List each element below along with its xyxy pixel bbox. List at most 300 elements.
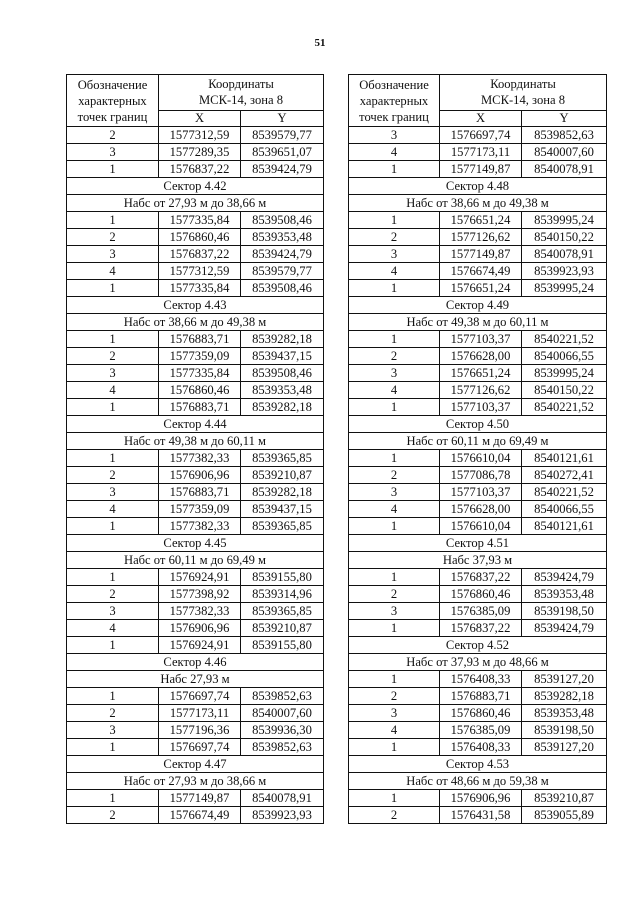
coord-y: 8539353,48 [522, 586, 607, 603]
point-number: 3 [67, 603, 159, 620]
coord-y: 8539508,46 [241, 212, 324, 229]
section-heading: Нaбс от 38,66 м до 49,38 м [349, 195, 607, 212]
coord-y: 8539155,80 [241, 637, 324, 654]
point-number: 1 [67, 212, 159, 229]
section-heading: Нaбс от 37,93 м до 48,66 м [349, 654, 607, 671]
coord-x: 1576860,46 [440, 705, 522, 722]
section-heading-row [349, 637, 607, 654]
table-row [349, 212, 607, 229]
section-heading: Сектор 4.51 [349, 535, 607, 552]
point-number: 4 [349, 722, 440, 739]
point-number: 1 [349, 450, 440, 467]
table-row [349, 348, 607, 365]
section-heading: Нaбс от 48,66 м до 59,38 м [349, 773, 607, 790]
coord-y: 8539852,63 [241, 739, 324, 756]
point-number: 1 [349, 212, 440, 229]
table-row [67, 722, 324, 739]
table-row [67, 518, 324, 535]
coord-y: 8539127,20 [522, 739, 607, 756]
coord-y: 8539055,89 [522, 807, 607, 824]
table-row [349, 161, 607, 178]
table-row [67, 705, 324, 722]
header-x: X [159, 110, 241, 126]
table-row [349, 263, 607, 280]
point-number: 1 [349, 161, 440, 178]
header-label-line: Обозначение [359, 77, 429, 92]
section-heading: Сектор 4.50 [349, 416, 607, 433]
coord-y: 8539923,93 [522, 263, 607, 280]
header-point-label [349, 75, 440, 127]
coord-x: 1577126,62 [440, 229, 522, 246]
coord-x: 1577312,59 [159, 127, 241, 144]
coord-x: 1577149,87 [440, 246, 522, 263]
coord-x: 1576860,46 [159, 382, 241, 399]
point-number: 3 [349, 246, 440, 263]
coord-x: 1576628,00 [440, 501, 522, 518]
table-row [67, 280, 324, 297]
table-row [67, 144, 324, 161]
section-heading-row [67, 416, 324, 433]
section-heading: Нaбс от 60,11 м до 69,49 м [67, 552, 324, 569]
section-heading: Сектор 4.52 [349, 637, 607, 654]
right-table-body [349, 127, 607, 824]
coord-y: 8539995,24 [522, 280, 607, 297]
section-heading-row [349, 433, 607, 450]
table-row [349, 705, 607, 722]
table-row [349, 739, 607, 756]
coord-y: 8539282,18 [522, 688, 607, 705]
point-number: 1 [67, 688, 159, 705]
point-number: 2 [67, 807, 159, 824]
table-row [349, 586, 607, 603]
table-row [349, 518, 607, 535]
header-coord-line: МСК-14, зона 8 [198, 93, 284, 108]
coord-x: 1576674,49 [440, 263, 522, 280]
coord-x: 1576674,49 [159, 807, 241, 824]
point-number: 3 [67, 365, 159, 382]
table-row [67, 348, 324, 365]
point-number: 1 [349, 671, 440, 688]
table-row [349, 688, 607, 705]
section-heading-row [67, 654, 324, 671]
section-heading: Нaбс от 49,38 м до 60,11 м [349, 314, 607, 331]
point-number: 3 [67, 722, 159, 739]
table-row [349, 569, 607, 586]
coord-x: 1577103,37 [440, 399, 522, 416]
coord-x: 1576906,96 [159, 467, 241, 484]
point-number: 3 [349, 127, 440, 144]
table-row [67, 212, 324, 229]
coord-y: 8539995,24 [522, 365, 607, 382]
point-number: 1 [67, 637, 159, 654]
section-heading-row [67, 535, 324, 552]
coord-x: 1576610,04 [440, 518, 522, 535]
coord-y: 8539852,63 [522, 127, 607, 144]
coord-x: 1577398,92 [159, 586, 241, 603]
section-heading: Сектор 4.49 [349, 297, 607, 314]
point-number: 1 [67, 450, 159, 467]
section-heading-row [349, 195, 607, 212]
table-row [349, 620, 607, 637]
table-row [349, 603, 607, 620]
table-row [67, 263, 324, 280]
table-row [349, 467, 607, 484]
coord-y: 8539923,93 [241, 807, 324, 824]
point-number: 1 [67, 569, 159, 586]
coord-y: 8539424,79 [522, 620, 607, 637]
table-row [67, 246, 324, 263]
coord-x: 1577335,84 [159, 280, 241, 297]
coord-x: 1576431,58 [440, 807, 522, 824]
coord-y: 8540221,52 [522, 399, 607, 416]
coord-y: 8539210,87 [241, 620, 324, 637]
coord-y: 8539198,50 [522, 603, 607, 620]
section-heading-row [349, 654, 607, 671]
coord-x: 1577335,84 [159, 365, 241, 382]
coord-x: 1576860,46 [159, 229, 241, 246]
point-number: 2 [349, 688, 440, 705]
coord-y: 8539282,18 [241, 399, 324, 416]
table-row [67, 331, 324, 348]
coord-y: 8539282,18 [241, 484, 324, 501]
coord-y: 8539127,20 [522, 671, 607, 688]
point-number: 4 [349, 501, 440, 518]
coord-x: 1576860,46 [440, 586, 522, 603]
point-number: 1 [67, 280, 159, 297]
point-number: 1 [349, 518, 440, 535]
coord-y: 8540078,91 [522, 161, 607, 178]
coord-y: 8539424,79 [522, 569, 607, 586]
point-number: 3 [349, 365, 440, 382]
coordinates-table-left [66, 74, 324, 824]
coord-x: 1577289,35 [159, 144, 241, 161]
section-heading-row [67, 195, 324, 212]
section-heading-row [67, 433, 324, 450]
coord-x: 1577382,33 [159, 518, 241, 535]
table-row [67, 382, 324, 399]
table-row [67, 739, 324, 756]
table-row [67, 484, 324, 501]
page-number: 51 [314, 37, 326, 49]
section-heading-row [67, 552, 324, 569]
header-label-line: Обозначение [77, 77, 148, 92]
table-row [349, 382, 607, 399]
coord-x: 1577382,33 [159, 450, 241, 467]
table-row [349, 484, 607, 501]
point-number: 1 [349, 331, 440, 348]
section-heading-row [67, 178, 324, 195]
table-row [349, 790, 607, 807]
header-label-line: точек границ [359, 109, 429, 124]
point-number: 4 [67, 620, 159, 637]
header-coord-line: МСК-14, зона 8 [480, 93, 566, 108]
section-heading: Сектор 4.53 [349, 756, 607, 773]
coord-x: 1577086,78 [440, 467, 522, 484]
coord-x: 1576651,24 [440, 280, 522, 297]
section-heading: Нaбс от 38,66 м до 49,38 м [67, 314, 324, 331]
coord-y: 8539651,07 [241, 144, 324, 161]
coord-y: 8540150,22 [522, 229, 607, 246]
coord-x: 1576924,91 [159, 637, 241, 654]
point-number: 2 [67, 586, 159, 603]
section-heading: Сектор 4.44 [67, 416, 324, 433]
coord-x: 1576906,96 [440, 790, 522, 807]
coord-y: 8539437,15 [241, 501, 324, 518]
header-label-line: характерных [359, 93, 429, 108]
table-row [67, 399, 324, 416]
coord-x: 1576883,71 [440, 688, 522, 705]
point-number: 4 [349, 144, 440, 161]
section-heading: Нaбс от 49,38 м до 60,11 м [67, 433, 324, 450]
header-coordinates [440, 75, 607, 111]
coord-x: 1576697,74 [159, 688, 241, 705]
point-number: 2 [67, 705, 159, 722]
table-row [349, 671, 607, 688]
table-row [349, 399, 607, 416]
coord-y: 8539282,18 [241, 331, 324, 348]
coord-x: 1576924,91 [159, 569, 241, 586]
coord-x: 1577359,09 [159, 348, 241, 365]
header-y: Y [522, 110, 607, 126]
coord-y: 8540272,41 [522, 467, 607, 484]
point-number: 1 [349, 280, 440, 297]
coord-x: 1576610,04 [440, 450, 522, 467]
section-heading: Сектор 4.46 [67, 654, 324, 671]
coord-y: 8539852,63 [241, 688, 324, 705]
section-heading-row [67, 671, 324, 688]
point-number: 3 [349, 484, 440, 501]
table-row [67, 365, 324, 382]
section-heading-row [67, 756, 324, 773]
header-point-label [67, 75, 159, 127]
coord-x: 1576906,96 [159, 620, 241, 637]
table-row [349, 501, 607, 518]
section-heading-row [349, 756, 607, 773]
section-heading: Сектор 4.45 [67, 535, 324, 552]
coord-y: 8540150,22 [522, 382, 607, 399]
point-number: 3 [67, 484, 159, 501]
table-row [67, 637, 324, 654]
point-number: 1 [67, 399, 159, 416]
coord-x: 1577149,87 [159, 790, 241, 807]
point-number: 4 [67, 501, 159, 518]
coord-y: 8539353,48 [522, 705, 607, 722]
header-coord-line: Координаты [208, 77, 274, 92]
coord-y: 8540078,91 [522, 246, 607, 263]
coord-y: 8539437,15 [241, 348, 324, 365]
point-number: 1 [349, 739, 440, 756]
coord-y: 8539365,85 [241, 603, 324, 620]
coord-y: 8540066,55 [522, 348, 607, 365]
point-number: 1 [67, 518, 159, 535]
point-number: 3 [67, 144, 159, 161]
section-heading-row [349, 416, 607, 433]
table-row [349, 127, 607, 144]
coord-x: 1577196,36 [159, 722, 241, 739]
coord-y: 8539155,80 [241, 569, 324, 586]
coord-y: 8539314,96 [241, 586, 324, 603]
table-row [349, 144, 607, 161]
table-row [67, 229, 324, 246]
coord-x: 1577103,37 [440, 484, 522, 501]
section-heading: Сектор 4.48 [349, 178, 607, 195]
header-label-line: точек границ [77, 109, 148, 124]
section-heading-row [349, 535, 607, 552]
coord-y: 8540121,61 [522, 450, 607, 467]
coord-x: 1576837,22 [159, 246, 241, 263]
table-row [67, 688, 324, 705]
table-row [349, 280, 607, 297]
coord-x: 1576385,09 [440, 722, 522, 739]
point-number: 3 [349, 603, 440, 620]
table-row [349, 807, 607, 824]
coord-x: 1577126,62 [440, 382, 522, 399]
section-heading-row [349, 178, 607, 195]
point-number: 4 [67, 382, 159, 399]
point-number: 1 [67, 790, 159, 807]
coord-x: 1576837,22 [440, 620, 522, 637]
point-number: 2 [67, 127, 159, 144]
coord-y: 8540078,91 [241, 790, 324, 807]
coord-y: 8540007,60 [522, 144, 607, 161]
point-number: 1 [349, 620, 440, 637]
coord-y: 8539936,30 [241, 722, 324, 739]
coord-y: 8539198,50 [522, 722, 607, 739]
left-table-body [67, 127, 324, 824]
table-row [67, 467, 324, 484]
table-row [67, 620, 324, 637]
table-row [67, 807, 324, 824]
coord-x: 1576883,71 [159, 331, 241, 348]
table-row [67, 569, 324, 586]
coordinates-table-right [348, 74, 607, 824]
coord-x: 1576408,33 [440, 739, 522, 756]
coord-x: 1576628,00 [440, 348, 522, 365]
point-number: 2 [349, 807, 440, 824]
coord-y: 8539353,48 [241, 229, 324, 246]
coord-x: 1576697,74 [159, 739, 241, 756]
coord-y: 8540121,61 [522, 518, 607, 535]
coord-y: 8540221,52 [522, 484, 607, 501]
coord-y: 8539579,77 [241, 263, 324, 280]
point-number: 2 [67, 348, 159, 365]
coord-y: 8540221,52 [522, 331, 607, 348]
point-number: 2 [349, 467, 440, 484]
point-number: 3 [67, 246, 159, 263]
table-row [67, 603, 324, 620]
coord-x: 1577312,59 [159, 263, 241, 280]
section-heading: Нaбс от 60,11 м до 69,49 м [349, 433, 607, 450]
coord-x: 1576651,24 [440, 212, 522, 229]
table-row [67, 586, 324, 603]
header-y: Y [241, 110, 324, 126]
coord-y: 8540066,55 [522, 501, 607, 518]
coord-x: 1576385,09 [440, 603, 522, 620]
table-row [349, 331, 607, 348]
coord-x: 1576697,74 [440, 127, 522, 144]
point-number: 1 [349, 790, 440, 807]
coord-x: 1577173,11 [440, 144, 522, 161]
point-number: 1 [67, 331, 159, 348]
coord-y: 8539508,46 [241, 365, 324, 382]
coord-y: 8539424,79 [241, 246, 324, 263]
point-number: 2 [349, 348, 440, 365]
point-number: 1 [349, 399, 440, 416]
coord-x: 1577103,37 [440, 331, 522, 348]
section-heading: Нaбс 27,93 м [67, 671, 324, 688]
section-heading-row [67, 773, 324, 790]
coord-x: 1576837,22 [440, 569, 522, 586]
section-heading-row [349, 773, 607, 790]
section-heading-row [67, 314, 324, 331]
header-label-line: характерных [78, 93, 147, 108]
point-number: 1 [349, 569, 440, 586]
section-heading-row [349, 314, 607, 331]
section-heading: Сектор 4.43 [67, 297, 324, 314]
point-number: 4 [67, 263, 159, 280]
coord-y: 8539353,48 [241, 382, 324, 399]
coord-x: 1576651,24 [440, 365, 522, 382]
header-coordinates [159, 75, 324, 111]
coord-x: 1576837,22 [159, 161, 241, 178]
table-row [67, 501, 324, 518]
table-row [349, 450, 607, 467]
coord-x: 1577149,87 [440, 161, 522, 178]
table-row [67, 450, 324, 467]
coord-x: 1577335,84 [159, 212, 241, 229]
section-heading: Сектор 4.42 [67, 178, 324, 195]
section-heading-row [349, 552, 607, 569]
coord-y: 8540007,60 [241, 705, 324, 722]
section-heading-row [67, 297, 324, 314]
table-row [349, 365, 607, 382]
section-heading: Нaбс 37,93 м [349, 552, 607, 569]
point-number: 2 [349, 586, 440, 603]
point-number: 4 [349, 263, 440, 280]
point-number: 1 [67, 161, 159, 178]
coord-y: 8539424,79 [241, 161, 324, 178]
point-number: 3 [349, 705, 440, 722]
table-row [349, 722, 607, 739]
section-heading-row [349, 297, 607, 314]
point-number: 2 [67, 467, 159, 484]
point-number: 2 [67, 229, 159, 246]
coord-x: 1577173,11 [159, 705, 241, 722]
header-coord-line: Координаты [490, 77, 556, 92]
table-row [349, 246, 607, 263]
coord-x: 1577359,09 [159, 501, 241, 518]
table-row [67, 127, 324, 144]
coord-y: 8539365,85 [241, 518, 324, 535]
section-heading: Нaбс от 27,93 м до 38,66 м [67, 195, 324, 212]
section-heading: Нaбс от 27,93 м до 38,66 м [67, 773, 324, 790]
point-number: 2 [349, 229, 440, 246]
coord-x: 1576408,33 [440, 671, 522, 688]
table-row [67, 790, 324, 807]
table-row [67, 161, 324, 178]
table-row [349, 229, 607, 246]
header-x: X [440, 110, 522, 126]
coord-x: 1576883,71 [159, 484, 241, 501]
coord-y: 8539365,85 [241, 450, 324, 467]
coord-x: 1577382,33 [159, 603, 241, 620]
point-number: 1 [67, 739, 159, 756]
section-heading: Сектор 4.47 [67, 756, 324, 773]
point-number: 4 [349, 382, 440, 399]
coord-x: 1576883,71 [159, 399, 241, 416]
coord-y: 8539508,46 [241, 280, 324, 297]
coord-y: 8539210,87 [241, 467, 324, 484]
